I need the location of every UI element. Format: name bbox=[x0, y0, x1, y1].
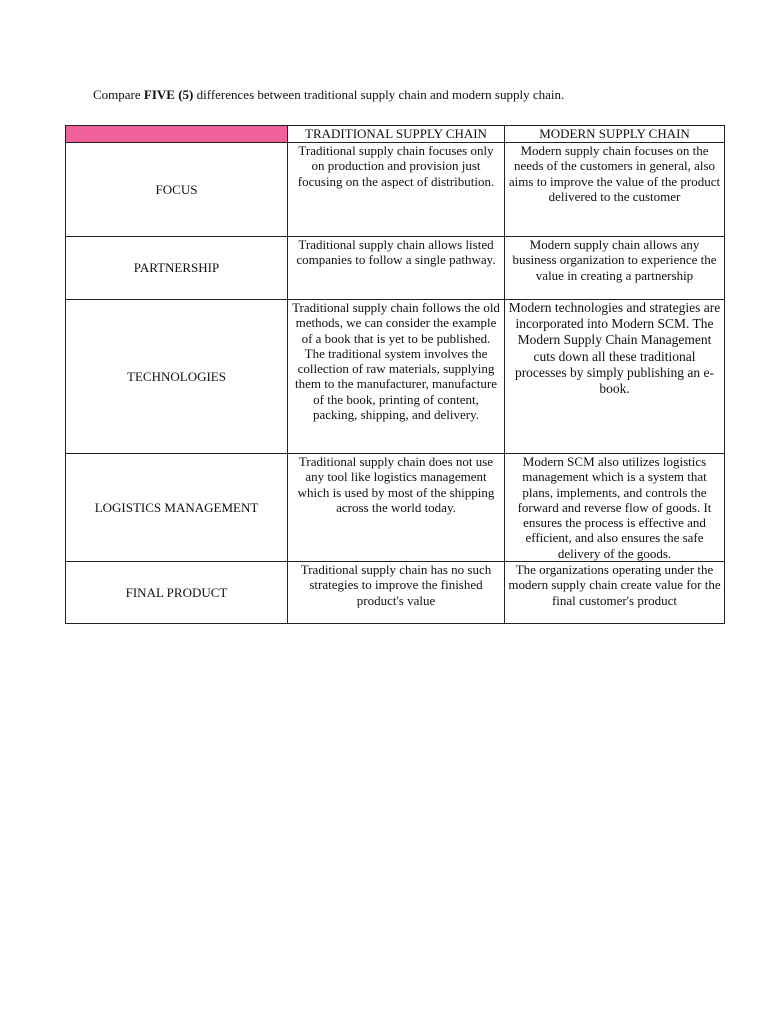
comparison-table bbox=[65, 125, 725, 624]
question-prefix: Compare bbox=[93, 87, 144, 102]
row-label-logistics-management: LOGISTICS MANAGEMENT bbox=[66, 454, 288, 562]
row-label-final-product: FINAL PRODUCT bbox=[66, 562, 288, 624]
cell-modern: Modern supply chain allows any business organization to experience the value in creating a partnership bbox=[505, 237, 725, 300]
table-row bbox=[66, 454, 725, 562]
cell-traditional: Traditional supply chain follows the old methods, we can consider the example of a book that is yet to be published. The traditional system involves the collection of raw materials, supplying them to the manufacturer, manufacture of the book, printing of content, packing, shipping, and delivery. bbox=[288, 300, 505, 454]
row-label-partnership: PARTNERSHIP bbox=[66, 237, 288, 300]
table-header-row bbox=[66, 126, 725, 143]
cell-traditional: Traditional supply chain does not use any tool like logistics management which is used by most of the shipping across the world today. bbox=[288, 454, 505, 562]
cell-traditional: Traditional supply chain allows listed companies to follow a single pathway. bbox=[288, 237, 505, 300]
table-row bbox=[66, 300, 725, 454]
question-text bbox=[93, 86, 564, 104]
cell-modern: Modern SCM also utilizes logistics management which is a system that plans, implements, and controls the forward and reverse flow of goods. It ensures the process is effective and efficient, and also ensures the safe delivery of the goods. bbox=[505, 454, 725, 562]
row-label-focus: FOCUS bbox=[66, 143, 288, 237]
header-modern: MODERN SUPPLY CHAIN bbox=[505, 126, 725, 143]
cell-traditional: Traditional supply chain focuses only on production and provision just focusing on the aspect of distribution. bbox=[288, 143, 505, 237]
question-suffix: differences between traditional supply chain and modern supply chain. bbox=[193, 87, 565, 102]
question-emphasis: FIVE (5) bbox=[143, 87, 194, 102]
header-traditional: TRADITIONAL SUPPLY CHAIN bbox=[288, 126, 505, 143]
cell-modern: Modern technologies and strategies are incorporated into Modern SCM. The Modern Supply Chain Management cuts down all these traditional processes by simply publishing an e-book. bbox=[505, 300, 725, 454]
cell-modern: Modern supply chain focuses on the needs of the customers in general, also aims to improve the value of the product delivered to the customer bbox=[505, 143, 725, 237]
table-row bbox=[66, 562, 725, 624]
table-row bbox=[66, 237, 725, 300]
row-label-technologies: TECHNOLOGIES bbox=[66, 300, 288, 454]
cell-modern: The organizations operating under the modern supply chain create value for the final customer's product bbox=[505, 562, 725, 624]
table-row bbox=[66, 143, 725, 237]
header-corner-cell bbox=[66, 126, 288, 143]
cell-traditional: Traditional supply chain has no such strategies to improve the finished product's value bbox=[288, 562, 505, 624]
